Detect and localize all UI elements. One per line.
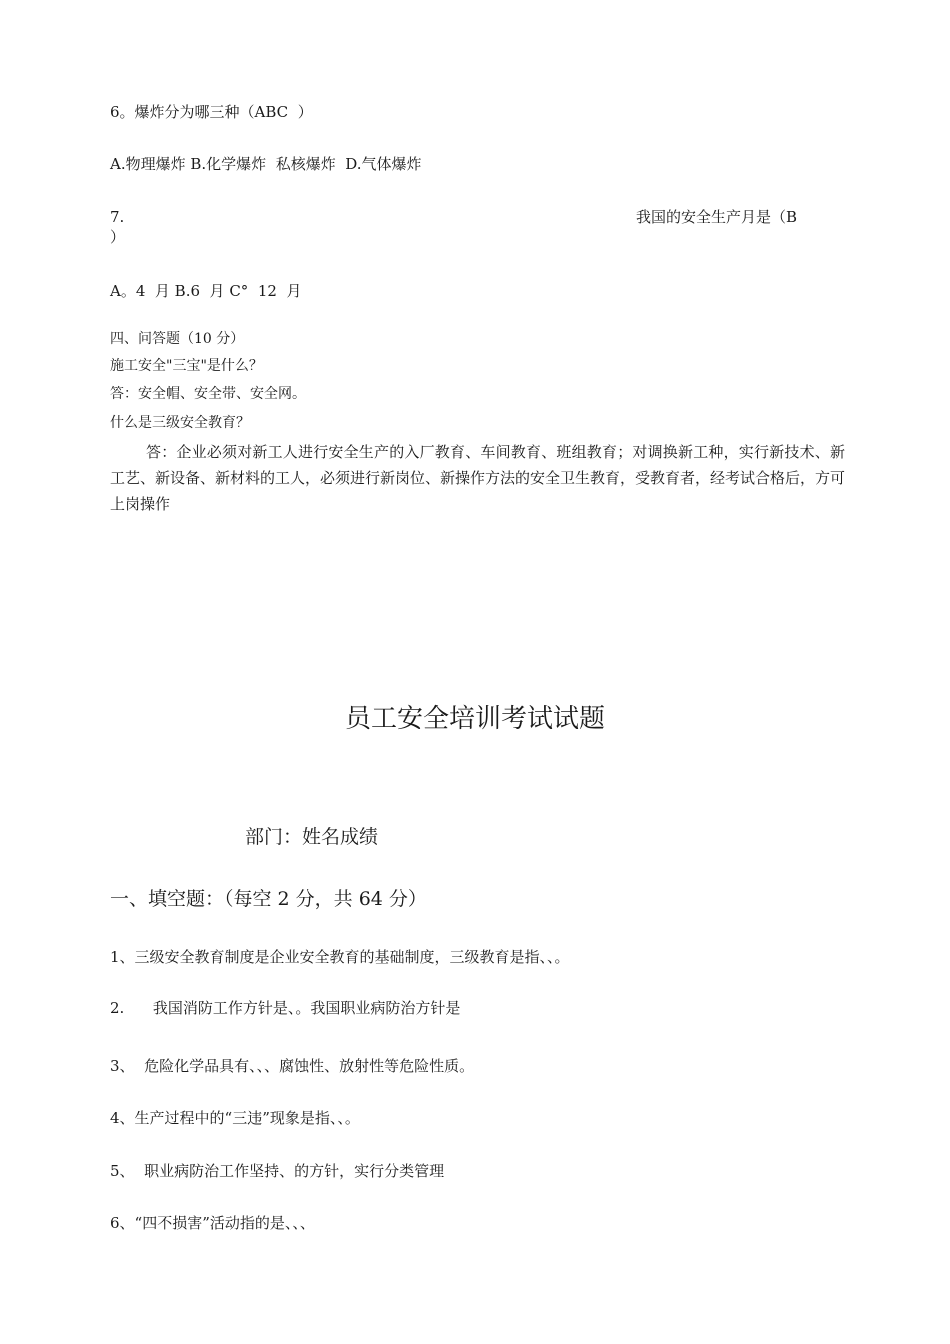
qa-1-question: 施工安全"三宝"是什么？ xyxy=(110,358,263,374)
qa-1-answer: 答：安全帽、安全带、安全网。 xyxy=(110,386,306,402)
question-6: 6。爆炸分为哪三种（ABC ） xyxy=(110,103,313,121)
fill-item: 2. 我国消防工作方针是、。我国职业病防治方针是 xyxy=(110,999,461,1017)
fill-item: 4、生产过程中的“三违”现象是指、、。 xyxy=(110,1109,360,1127)
section-1-heading: 一、填空题：（每空 2 分，共 64 分） xyxy=(110,888,427,910)
question-7-options: A。4 月 B.6 月 C° 12 月 xyxy=(110,282,302,300)
qa-2-question: 什么是三级安全教育？ xyxy=(110,415,250,431)
fill-item: 1、三级安全教育制度是企业安全教育的基础制度，三级教育是指、、。 xyxy=(110,948,570,966)
fill-item: 3、 危险化学品具有、、、腐蚀性、放射性等危险性质。 xyxy=(110,1057,475,1075)
question-7-text: 我国的安全生产月是（B xyxy=(636,208,798,226)
qa-2-answer: 答：企业必须对新工人进行安全生产的入厂教育、车间教育、班组教育；对调换新工种，实行新技术、新工艺、新设备、新材料的工人，必须进行新岗位、新操作方法的安全卫生教育，受教育者，经考试合格后，方可上岗操作 xyxy=(110,443,846,513)
dept-name-score-line: 部门：姓名成绩 xyxy=(245,826,379,848)
fill-item: 6、“四不损害”活动指的是、、、 xyxy=(110,1214,315,1232)
fill-item: 5、 职业病防治工作坚持、的方针，实行分类管理 xyxy=(110,1162,445,1180)
exam-title: 员工安全培训考试试题 xyxy=(344,704,605,734)
question-7-close: ） xyxy=(110,228,126,246)
question-6-options: A.物理爆炸 B.化学爆炸 私核爆炸 D.气体爆炸 xyxy=(110,155,422,173)
section-4-heading: 四、问答题（10 分） xyxy=(110,331,245,347)
question-7-number: 7. xyxy=(110,208,125,226)
